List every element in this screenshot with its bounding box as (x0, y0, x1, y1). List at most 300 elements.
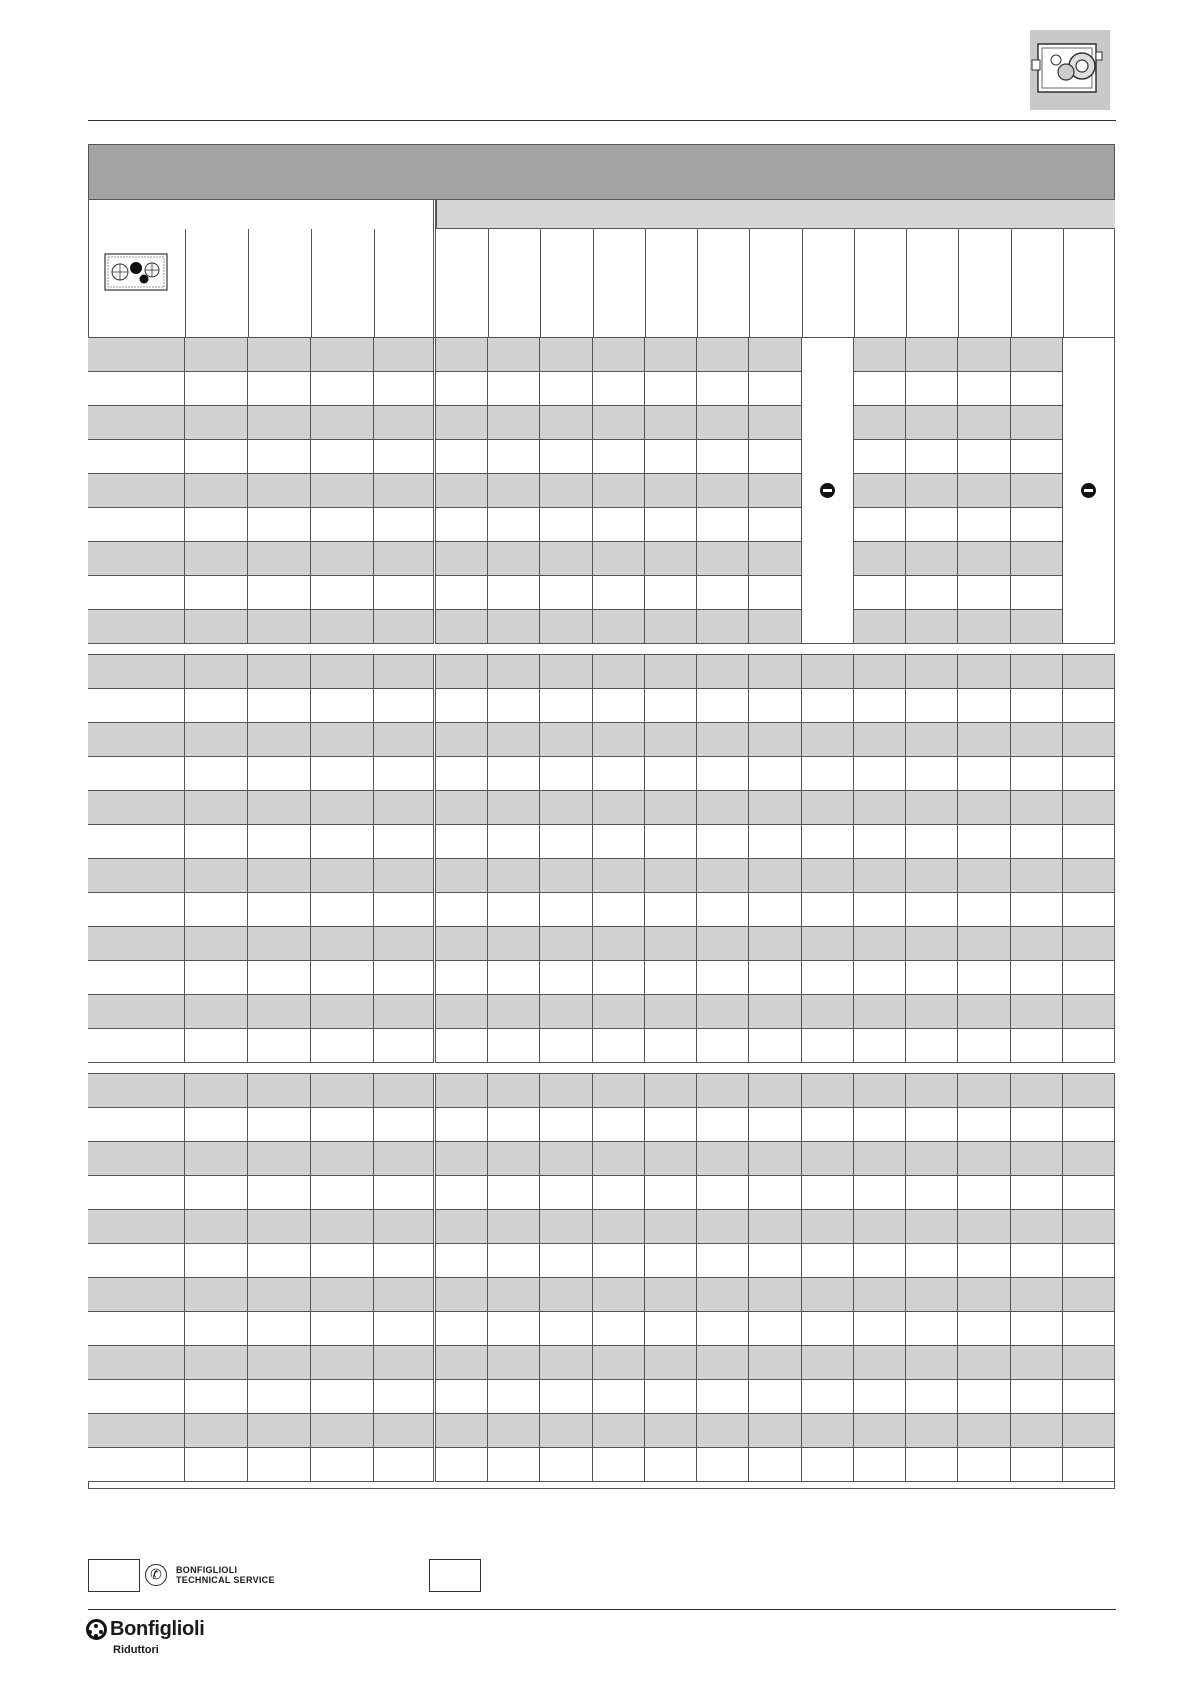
group-spacer (88, 644, 1115, 655)
table-cell (697, 406, 749, 440)
table-cell (436, 508, 488, 542)
table-cell (185, 1029, 248, 1063)
brand-subtitle: Riduttori (113, 1644, 159, 1656)
table-cell (1011, 508, 1063, 542)
table-cell (697, 1142, 749, 1176)
table-cell (749, 1414, 802, 1448)
table-cell (906, 576, 958, 610)
table-cell (88, 1448, 185, 1482)
table-cell (248, 1244, 311, 1278)
table-cell (593, 927, 645, 961)
table-cell (906, 1312, 958, 1346)
table-cell (540, 893, 593, 927)
table-cell (248, 1278, 311, 1312)
table-cell (593, 1029, 645, 1063)
table-cell (645, 1108, 697, 1142)
table-cell (311, 338, 374, 372)
table-cell (374, 1346, 436, 1380)
table-cell (311, 961, 374, 995)
table-cell (88, 655, 185, 689)
brand-name: Bonfiglioli (110, 1618, 205, 1640)
table-cell (593, 1074, 645, 1108)
header-column-divider (488, 229, 489, 337)
table-cell (185, 508, 248, 542)
table-cell (802, 1108, 854, 1142)
table-cell (311, 927, 374, 961)
table-cell (802, 927, 854, 961)
table-cell (697, 338, 749, 372)
table-cell (248, 1108, 311, 1142)
table-cell (185, 859, 248, 893)
header-column-divider (185, 229, 186, 337)
table-cell (185, 610, 248, 644)
header-column-divider (374, 229, 375, 337)
table-cell (958, 1244, 1011, 1278)
table-cell (311, 440, 374, 474)
table-cell (749, 893, 802, 927)
table-cell (593, 610, 645, 644)
header-column-divider (854, 229, 855, 337)
table-cell (248, 825, 311, 859)
table-cell (436, 610, 488, 644)
table-cell (749, 1029, 802, 1063)
logo-dot (99, 1630, 103, 1634)
table-cell (906, 1142, 958, 1176)
table-cell (802, 1448, 854, 1482)
table-cell (645, 1176, 697, 1210)
table-cell (488, 689, 540, 723)
table-cell (488, 995, 540, 1029)
table-cell (906, 1414, 958, 1448)
header-column-divider (906, 229, 907, 337)
table-cell (436, 825, 488, 859)
table-cell (906, 757, 958, 791)
table-cell (958, 961, 1011, 995)
table-cell (854, 1210, 906, 1244)
table-cell (374, 338, 436, 372)
table-cell (906, 1176, 958, 1210)
table-cell (958, 508, 1011, 542)
table-cell (749, 576, 802, 610)
table-cell (802, 1278, 854, 1312)
table-cell (488, 1448, 540, 1482)
table-cell (248, 1346, 311, 1380)
table-cell (645, 995, 697, 1029)
table-cell (311, 1278, 374, 1312)
table-cell (593, 825, 645, 859)
table-cell (593, 1244, 645, 1278)
header-column-divider (749, 229, 750, 337)
table-cell (854, 723, 906, 757)
table-cell (248, 995, 311, 1029)
table-cell (593, 542, 645, 576)
gearbox-thumbnail-icon (1030, 30, 1110, 110)
table-cell (185, 1312, 248, 1346)
table-cell (593, 961, 645, 995)
table-cell (374, 893, 436, 927)
table-cell (248, 508, 311, 542)
table-cell (749, 655, 802, 689)
header-column-divider (1011, 229, 1012, 337)
footer-rule (88, 1609, 1116, 1610)
table-cell (1011, 542, 1063, 576)
table-cell (88, 689, 185, 723)
table-cell (436, 372, 488, 406)
table-cell (185, 1414, 248, 1448)
table-cell (1011, 1414, 1063, 1448)
minus-circle-icon (820, 483, 835, 498)
table-cell (593, 757, 645, 791)
table-cell (1063, 689, 1115, 723)
table-cell (958, 474, 1011, 508)
table-cell (1063, 757, 1115, 791)
table-cell (697, 655, 749, 689)
table-cell (802, 757, 854, 791)
table-cell (1063, 1176, 1115, 1210)
table-cell (488, 1074, 540, 1108)
table-cell (374, 1414, 436, 1448)
blocked-column-cell (802, 338, 854, 644)
table-cell (906, 791, 958, 825)
table-cell (436, 1244, 488, 1278)
table-cell (749, 859, 802, 893)
table-cell (749, 1278, 802, 1312)
table-cell (749, 542, 802, 576)
table-cell (1063, 655, 1115, 689)
table-cell (436, 757, 488, 791)
table-cell (488, 825, 540, 859)
table-cell (802, 689, 854, 723)
table-cell (374, 1142, 436, 1176)
header-column-divider (802, 229, 803, 337)
table-cell (906, 859, 958, 893)
table-cell (488, 440, 540, 474)
table-cell (488, 372, 540, 406)
table-cell (906, 440, 958, 474)
table-cell (645, 791, 697, 825)
table-cell (88, 859, 185, 893)
table-cell (185, 372, 248, 406)
page-number-box-right (429, 1559, 481, 1592)
table-cell (749, 791, 802, 825)
table-cell (436, 1108, 488, 1142)
table-cell (802, 1176, 854, 1210)
table-cell (248, 610, 311, 644)
table-cell (1011, 927, 1063, 961)
table-cell (645, 723, 697, 757)
table-cell (488, 338, 540, 372)
table-cell (488, 1278, 540, 1312)
table-cell (436, 859, 488, 893)
table-cell (248, 1142, 311, 1176)
table-cell (88, 893, 185, 927)
table-cell (697, 1074, 749, 1108)
table-cell (1011, 440, 1063, 474)
table-cell (645, 1142, 697, 1176)
header-column-divider (958, 229, 959, 337)
table-cell (374, 791, 436, 825)
table-cell (185, 1380, 248, 1414)
table-cell (854, 1414, 906, 1448)
table-cell (436, 1380, 488, 1414)
table-cell (374, 576, 436, 610)
table-cell (488, 1176, 540, 1210)
table-cell (488, 542, 540, 576)
technical-service-label (176, 1565, 275, 1585)
table-cell (248, 927, 311, 961)
table-cell (88, 995, 185, 1029)
table-cell (958, 723, 1011, 757)
table-cell (185, 723, 248, 757)
table-cell (1063, 1108, 1115, 1142)
table-cell (436, 406, 488, 440)
table-cell (697, 961, 749, 995)
table-cell (311, 995, 374, 1029)
table-cell (311, 1380, 374, 1414)
table-cell (1063, 1380, 1115, 1414)
logo-dot (94, 1634, 98, 1638)
table-cell (697, 927, 749, 961)
table-cell (854, 1448, 906, 1482)
table-cell (906, 338, 958, 372)
table-cell (436, 542, 488, 576)
table-cell (593, 1414, 645, 1448)
table-cell (540, 927, 593, 961)
table-cell (540, 1108, 593, 1142)
table-cell (185, 474, 248, 508)
table-cell (593, 655, 645, 689)
table-cell (88, 1278, 185, 1312)
table-cell (374, 927, 436, 961)
table-cell (958, 995, 1011, 1029)
table-cell (311, 542, 374, 576)
table-cell (802, 1312, 854, 1346)
table-cell (1063, 995, 1115, 1029)
table-cell (958, 1142, 1011, 1176)
table-cell (1011, 1074, 1063, 1108)
table-cell (697, 1346, 749, 1380)
table-cell (374, 440, 436, 474)
header-column-divider (697, 229, 698, 337)
table-cell (593, 893, 645, 927)
table-cell (906, 1108, 958, 1142)
table-cell (374, 723, 436, 757)
table-cell (802, 791, 854, 825)
table-cell (436, 1414, 488, 1448)
table-cell (374, 995, 436, 1029)
table-cell (311, 1108, 374, 1142)
table-cell (802, 1074, 854, 1108)
table-cell (854, 1244, 906, 1278)
table-cell (488, 576, 540, 610)
table-cell (311, 610, 374, 644)
table-cell (540, 610, 593, 644)
table-cell (906, 927, 958, 961)
table-cell (88, 372, 185, 406)
table-cell (185, 1074, 248, 1108)
table-cell (1063, 859, 1115, 893)
table-cell (645, 1380, 697, 1414)
table-cell (540, 655, 593, 689)
service-line-2: TECHNICAL SERVICE (176, 1575, 275, 1585)
page-number-box-left (88, 1559, 140, 1592)
table-cell (749, 1346, 802, 1380)
table-cell (374, 859, 436, 893)
logo-dot (94, 1624, 98, 1628)
table-cell (185, 995, 248, 1029)
table-cell (374, 1380, 436, 1414)
table-cell (185, 689, 248, 723)
table-cell (248, 859, 311, 893)
table-cell (185, 655, 248, 689)
blocked-column-cell (1063, 338, 1115, 644)
table-cell (749, 440, 802, 474)
table-cell (697, 474, 749, 508)
table-cell (645, 1244, 697, 1278)
table-cell (540, 542, 593, 576)
table-cell (1011, 372, 1063, 406)
table-cell (311, 406, 374, 440)
table-cell (958, 1176, 1011, 1210)
table-cell (185, 1210, 248, 1244)
table-cell (854, 610, 906, 644)
table-cell (436, 1278, 488, 1312)
table-cell (802, 1380, 854, 1414)
table-cell (802, 655, 854, 689)
table-cell (488, 1380, 540, 1414)
table-cell (248, 893, 311, 927)
table-cell (749, 1074, 802, 1108)
table-cell (802, 1142, 854, 1176)
table-cell (749, 610, 802, 644)
table-cell (645, 508, 697, 542)
table-cell (311, 372, 374, 406)
table-cell (88, 1176, 185, 1210)
table-cell (436, 1312, 488, 1346)
table-cell (540, 1346, 593, 1380)
table-cell (311, 791, 374, 825)
table-cell (697, 1448, 749, 1482)
table-cell (436, 927, 488, 961)
table-cell (645, 1448, 697, 1482)
table-cell (697, 576, 749, 610)
table-cell (436, 1448, 488, 1482)
table-cell (854, 1029, 906, 1063)
table-cell (88, 576, 185, 610)
table-cell (749, 1312, 802, 1346)
table-cell (88, 338, 185, 372)
table-cell (593, 338, 645, 372)
table-cell (248, 757, 311, 791)
table-subheader-band (436, 200, 1115, 229)
table-cell (185, 893, 248, 927)
table-cell (436, 440, 488, 474)
table-cell (311, 825, 374, 859)
table-cell (248, 1448, 311, 1482)
table-cell (248, 338, 311, 372)
table-cell (749, 406, 802, 440)
table-cell (802, 961, 854, 995)
table-cell (645, 757, 697, 791)
table-cell (488, 1312, 540, 1346)
table-cell (593, 440, 645, 474)
table-cell (88, 961, 185, 995)
table-cell (958, 1346, 1011, 1380)
table-cell (593, 1108, 645, 1142)
table-cell (749, 757, 802, 791)
table-cell (697, 757, 749, 791)
table-cell (540, 1244, 593, 1278)
table-cell (802, 859, 854, 893)
table-cell (697, 508, 749, 542)
table-cell (697, 825, 749, 859)
table-cell (488, 961, 540, 995)
table-cell (697, 1108, 749, 1142)
table-cell (593, 1380, 645, 1414)
table-cell (540, 1142, 593, 1176)
table-cell (185, 1448, 248, 1482)
table-cell (854, 689, 906, 723)
table-cell (958, 1278, 1011, 1312)
table-cell (906, 1278, 958, 1312)
table-cell (593, 723, 645, 757)
table-cell (374, 406, 436, 440)
table-cell (906, 1346, 958, 1380)
table-cell (436, 961, 488, 995)
table-cell (958, 825, 1011, 859)
table-cell (645, 893, 697, 927)
table-cell (436, 1142, 488, 1176)
table-cell (374, 1176, 436, 1210)
table-cell (645, 859, 697, 893)
table-cell (749, 1380, 802, 1414)
table-cell (540, 723, 593, 757)
table-cell (540, 791, 593, 825)
table-cell (88, 610, 185, 644)
table-cell (697, 440, 749, 474)
table-cell (802, 825, 854, 859)
table-cell (697, 689, 749, 723)
block-separator (433, 200, 436, 337)
table-cell (593, 995, 645, 1029)
table-cell (854, 1380, 906, 1414)
table-cell (488, 610, 540, 644)
table-cell (311, 1210, 374, 1244)
table-cell (540, 1278, 593, 1312)
table-cell (749, 723, 802, 757)
table-cell (958, 791, 1011, 825)
table-cell (645, 440, 697, 474)
table-cell (488, 1210, 540, 1244)
table-cell (958, 372, 1011, 406)
table-cell (436, 1029, 488, 1063)
service-line-1: BONFIGLIOLI (176, 1565, 238, 1575)
table-cell (1011, 995, 1063, 1029)
table-cell (906, 995, 958, 1029)
block-separator (433, 338, 436, 644)
table-cell (1011, 1312, 1063, 1346)
table-cell (374, 542, 436, 576)
table-cell (1011, 1176, 1063, 1210)
table-cell (697, 1278, 749, 1312)
table-cell (1063, 1210, 1115, 1244)
table-cell (958, 655, 1011, 689)
table-cell (488, 723, 540, 757)
table-cell (749, 1142, 802, 1176)
table-cell (854, 338, 906, 372)
table-cell (88, 1312, 185, 1346)
table-cell (88, 1210, 185, 1244)
